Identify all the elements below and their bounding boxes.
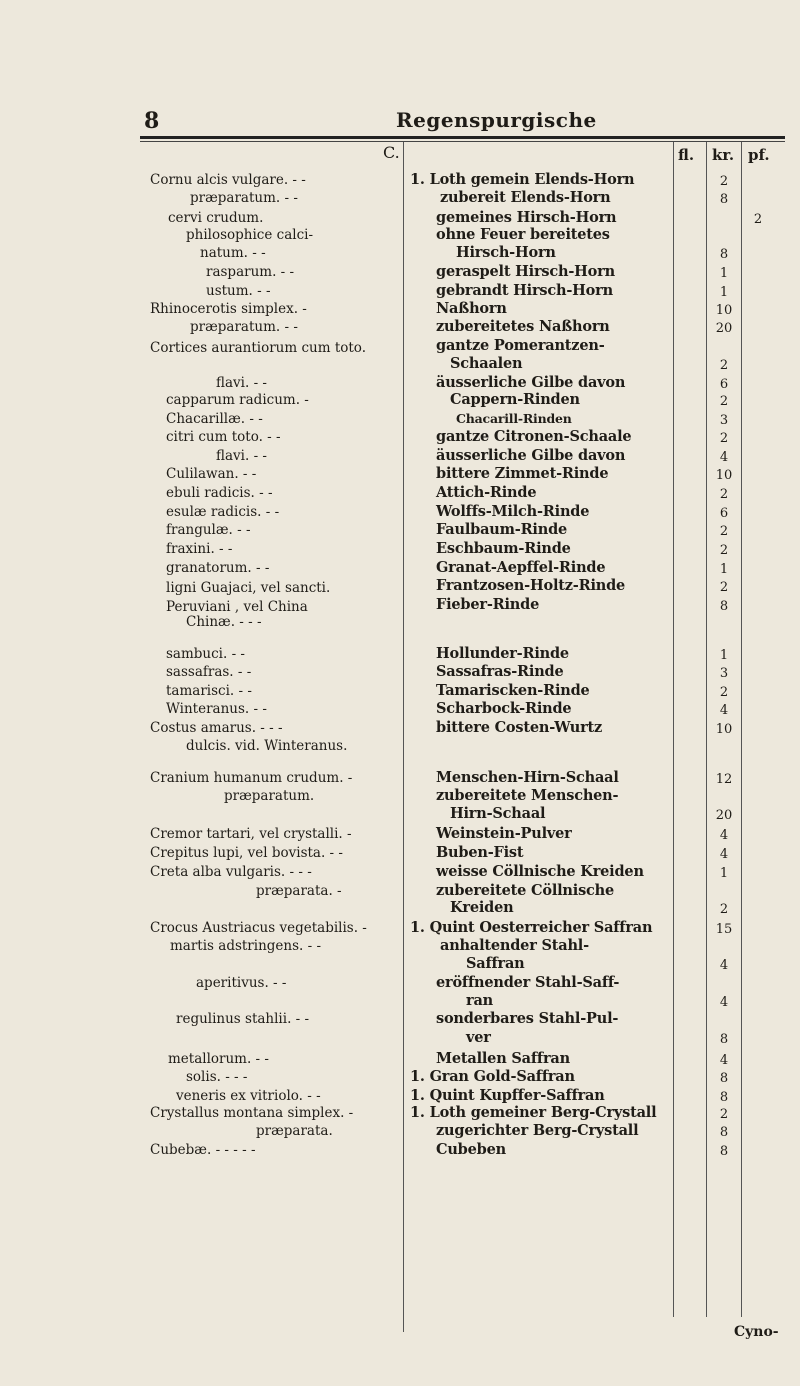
price-kr: 8 [719, 1125, 729, 1140]
price-pf: 2 [753, 212, 763, 227]
german-name: eröffnender Stahl-Saff- [436, 974, 620, 991]
latin-name: præparata. [256, 1123, 333, 1139]
german-name: weisse Cöllnische Kreiden [436, 863, 644, 880]
german-name: Buben-Fist [436, 844, 524, 861]
column-divider-fl [706, 142, 707, 1317]
german-name: Cubeben [436, 1141, 506, 1158]
latin-name: rasparum. - - [206, 264, 295, 280]
price-kr: 2 [719, 431, 729, 446]
german-name: gantze Pomerantzen- [436, 337, 605, 354]
german-name: zubereit Elends-Horn [440, 189, 611, 206]
latin-name: ebuli radicis. - - [166, 485, 273, 501]
latin-name: metallorum. - - [168, 1051, 269, 1067]
price-kr: 12 [715, 772, 733, 787]
price-kr: 1 [719, 648, 729, 663]
german-name: anhaltender Stahl- [440, 937, 589, 954]
latin-name: Crystallus montana simplex. - [150, 1105, 354, 1121]
price-kr: 2 [719, 685, 729, 700]
latin-name: fraxini. - - [166, 541, 233, 557]
latin-name: Cremor tartari, vel crystalli. - [150, 826, 352, 842]
price-kr: 1 [719, 266, 729, 281]
latin-name: præparata. - [256, 883, 342, 899]
price-kr: 2 [719, 1107, 729, 1122]
latin-name: cervi crudum. [168, 210, 264, 226]
running-head: Regenspurgische [396, 108, 597, 132]
latin-name: Culilawan. - - [166, 466, 257, 482]
price-kr: 1 [719, 866, 729, 881]
german-name: 1. Quint Kupffer-Saffran [410, 1087, 605, 1104]
price-kr: 2 [719, 543, 729, 558]
german-name: gemeines Hirsch-Horn [436, 209, 617, 226]
latin-name: Rhinocerotis simplex. - [150, 301, 307, 317]
german-name: Faulbaum-Rinde [436, 521, 568, 538]
german-name: bittere Costen-Wurtz [436, 719, 603, 736]
latin-name: Costus amarus. - - - [150, 720, 283, 736]
german-name: äusserliche Gilbe davon [436, 447, 626, 464]
latin-name: Cornu alcis vulgare. - - [150, 172, 306, 188]
german-name: sonderbares Stahl-Pul- [436, 1010, 619, 1027]
latin-name: præparatum. - - [190, 319, 298, 335]
german-name: 1. Loth gemeiner Berg-Crystall [410, 1104, 657, 1121]
latin-name: Creta alba vulgaris. - - - [150, 864, 312, 880]
german-name: Metallen Saffran [436, 1050, 570, 1067]
price-kr: 6 [719, 377, 729, 392]
price-kr: 2 [719, 487, 729, 502]
latin-name: Crepitus lupi, vel bovista. - - [150, 845, 343, 861]
latin-name: regulinus stahlii. - - [176, 1011, 310, 1027]
price-kr: 2 [719, 358, 729, 373]
section-letter: C. [383, 143, 400, 162]
german-name: ran [466, 992, 493, 1009]
latin-name: martis adstringens. - - [170, 938, 322, 954]
price-kr: 3 [719, 413, 729, 428]
german-name: Cappern-Rinden [450, 391, 580, 408]
latin-name: tamarisci. - - [166, 683, 252, 699]
price-kr: 10 [715, 722, 733, 737]
price-kr: 20 [715, 808, 733, 823]
latin-name: ustum. - - [206, 283, 271, 299]
latin-name: Cranium humanum crudum. - [150, 770, 353, 786]
german-name: ver [466, 1029, 491, 1046]
german-name: Sassafras-Rinde [436, 663, 564, 680]
latin-name: Peruviani , vel China [166, 599, 308, 615]
german-name: Chacarill-Rinden [456, 411, 572, 426]
latin-name: flavi. - - [216, 375, 267, 391]
latin-name: granatorum. - - [166, 560, 270, 576]
price-kr: 1 [719, 285, 729, 300]
german-name: äusserliche Gilbe davon [436, 374, 626, 391]
catchword: Cyno- [734, 1324, 779, 1340]
latin-name: citri cum toto. - - [166, 429, 281, 445]
price-kr: 8 [719, 247, 729, 262]
price-kr: 6 [719, 506, 729, 521]
latin-name: Chacarillæ. - - [166, 411, 263, 427]
german-name: Schaalen [450, 355, 523, 372]
column-head-kr: kr. [712, 146, 735, 164]
german-name: 1. Loth gemein Elends-Horn [410, 171, 635, 188]
page-header [140, 108, 780, 136]
column-divider-latin [403, 142, 404, 1332]
price-kr: 3 [719, 666, 729, 681]
price-kr: 4 [719, 703, 729, 718]
latin-name: præparatum. [224, 788, 315, 804]
price-kr: 8 [719, 1144, 729, 1159]
price-kr: 4 [719, 1053, 729, 1068]
latin-name: Crocus Austriacus vegetabilis. - [150, 920, 367, 936]
price-kr: 2 [719, 902, 729, 917]
german-name: 1. Quint Oesterreicher Saffran [410, 919, 653, 936]
price-kr: 20 [715, 321, 733, 336]
price-kr: 15 [715, 922, 733, 937]
german-name: geraspelt Hirsch-Horn [436, 263, 615, 280]
german-name: Hirn-Schaal [450, 805, 546, 822]
column-divider-german [673, 142, 674, 1317]
price-kr: 8 [719, 192, 729, 207]
latin-name: ligni Guajaci, vel sancti. [166, 580, 331, 596]
german-name: zubereitete Cöllnische [436, 882, 615, 899]
german-name: Menschen-Hirn-Schaal [436, 769, 619, 786]
german-name: Weinstein-Pulver [436, 825, 572, 842]
price-kr: 1 [719, 562, 729, 577]
german-name: Fieber-Rinde [436, 596, 540, 613]
latin-name: Cubebæ. - - - - - [150, 1142, 256, 1158]
german-name: Hirsch-Horn [456, 244, 556, 261]
latin-name: præparatum. - - [190, 190, 298, 206]
latin-name: philosophice calci- [186, 227, 314, 243]
latin-name: capparum radicum. - [166, 392, 309, 408]
latin-name: Cortices aurantiorum cum toto. [150, 340, 366, 356]
latin-name: Chinæ. - - - [186, 614, 262, 630]
german-name: Granat-Aepffel-Rinde [436, 559, 606, 576]
latin-name: aperitivus. - - [196, 975, 287, 991]
header-rule [140, 136, 785, 139]
price-kr: 4 [719, 958, 729, 973]
price-kr: 2 [719, 394, 729, 409]
german-name: zubereitetes Naßhorn [436, 318, 610, 335]
latin-name: natum. - - [200, 245, 266, 261]
latin-name: sassafras. - - [166, 664, 252, 680]
price-kr: 4 [719, 450, 729, 465]
german-name: gantze Citronen-Schaale [436, 428, 632, 445]
price-kr: 4 [719, 828, 729, 843]
latin-name: dulcis. vid. Winteranus. [186, 738, 348, 754]
german-name: Wolffs-Milch-Rinde [436, 503, 590, 520]
german-name: zugerichter Berg-Crystall [436, 1122, 639, 1139]
german-name: Saffran [466, 955, 525, 972]
column-head-pf: pf. [748, 146, 770, 164]
price-kr: 8 [719, 1090, 729, 1105]
german-name: Hollunder-Rinde [436, 645, 569, 662]
column-divider-kr [741, 142, 742, 1317]
price-kr: 10 [715, 303, 733, 318]
german-name: Eschbaum-Rinde [436, 540, 571, 557]
price-kr: 8 [719, 1071, 729, 1086]
german-name: Frantzosen-Holtz-Rinde [436, 577, 626, 594]
german-name: Attich-Rinde [436, 484, 537, 501]
german-name: Scharbock-Rinde [436, 700, 572, 717]
page-number: 8 [144, 108, 160, 134]
header-rule-thin [140, 141, 785, 142]
latin-name: solis. - - - [186, 1069, 248, 1085]
price-kr: 2 [719, 524, 729, 539]
latin-name: flavi. - - [216, 448, 267, 464]
german-name: bittere Zimmet-Rinde [436, 465, 609, 482]
price-kr: 4 [719, 847, 729, 862]
column-head-fl: fl. [678, 146, 695, 164]
price-kr: 2 [719, 174, 729, 189]
price-kr: 2 [719, 580, 729, 595]
german-name: Tamariscken-Rinde [436, 682, 590, 699]
german-name: Kreiden [450, 899, 514, 916]
latin-name: sambuci. - - [166, 646, 245, 662]
german-name: Naßhorn [436, 300, 507, 317]
latin-name: Winteranus. - - [166, 701, 267, 717]
price-kr: 8 [719, 1032, 729, 1047]
latin-name: frangulæ. - - [166, 522, 251, 538]
german-name: gebrandt Hirsch-Horn [436, 282, 613, 299]
latin-name: veneris ex vitriolo. - - [176, 1088, 321, 1104]
price-kr: 8 [719, 599, 729, 614]
latin-name: esulæ radicis. - - [166, 504, 280, 520]
german-name: zubereitete Menschen- [436, 787, 619, 804]
price-kr: 4 [719, 995, 729, 1010]
german-name: 1. Gran Gold-Saffran [410, 1068, 575, 1085]
german-name: ohne Feuer bereitetes [436, 226, 610, 243]
price-kr: 10 [715, 468, 733, 483]
